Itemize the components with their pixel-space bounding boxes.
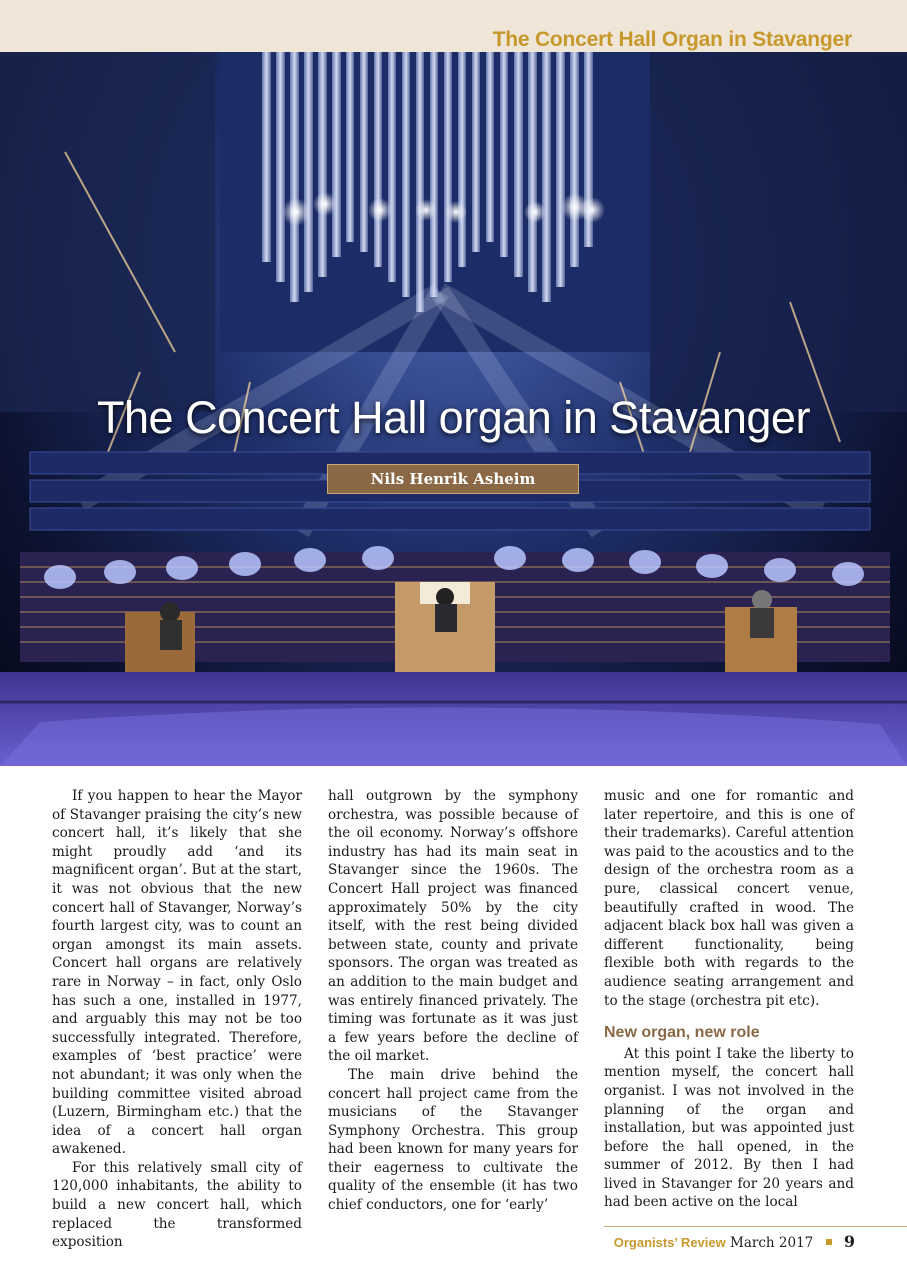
article-column-3 bbox=[604, 787, 854, 1212]
paragraph: At this point I take the liberty to mention myself, the concert hall organist. I was not involved in the planning of the organ and installation, but was appointed just before the hall opened, in the summer of 2012. By then I had lived in Stavanger for 20 years and had been active on the local bbox=[604, 1045, 854, 1211]
running-head: The Concert Hall Organ in Stavanger bbox=[492, 28, 852, 51]
author-byline: Nils Henrik Asheim bbox=[327, 464, 579, 494]
paragraph: The main drive behind the concert hall project came from the musicians of the Stavanger Symphony Orchestra. This group had been known for many years for their eagerness to cultivate the quality of the ensemble (it has two chief conductors, one for ‘early’ bbox=[328, 1066, 578, 1214]
page-footer bbox=[614, 1232, 855, 1251]
paragraph: For this relatively small city of 120,000 inhabitants, the ability to build a new concert hall, which replaced the transformed exposition bbox=[52, 1159, 302, 1251]
magazine-name: Organists’ Review bbox=[613, 1235, 726, 1250]
footer-rule bbox=[604, 1226, 907, 1227]
square-bullet-icon bbox=[826, 1239, 832, 1245]
article-title: The Concert Hall organ in Stavanger bbox=[97, 392, 810, 443]
article-column-2 bbox=[328, 787, 578, 1215]
paragraph: hall outgrown by the symphony orchestra, was possible because of the oil economy. Norway’s offshore industry has had its main seat in Stavanger since the 1960s. The Concert Hall project was financed approximately 50% by the city itself, with the rest being divided between state, county and private sponsors. The organ was treated as an addition to the main budget and was entirely financed privately. The timing was fortunate as it was just a few years before the decline of the oil market. bbox=[328, 788, 578, 1065]
section-heading: New organ, new role bbox=[604, 1024, 760, 1042]
article-column-1 bbox=[52, 787, 302, 1252]
paragraph: music and one for romantic and later repertoire, and this is one of their trademarks). Careful attention was paid to the acoustics and to the design of the orchestra room as a pure, classical concert venue, beautifully crafted in wood. The adjacent black box hall was given a different functionality, being flexible both with regards to the audience seating arrangement and to the stage (orchestra pit etc). bbox=[604, 788, 854, 1009]
issue-date: March 2017 bbox=[730, 1235, 814, 1251]
hero-photo bbox=[0, 52, 907, 766]
page-number: 9 bbox=[843, 1232, 855, 1251]
paragraph: If you happen to hear the Mayor of Stavanger praising the city’s new concert hall, it’s likely that she might proudly add ‘and its magnificent organ’. But at the start, it was not obvious that the new concert hall of Stavanger, Norway’s fourth largest city, was to count an organ amongst its main assets. Concert hall organs are relatively rare in Norway – in fact, only Oslo has such a one, installed in 1977, and arguably this may not be too successfully integrated. Therefore, examples of ‘best practice’ were not abundant; it was only when the building committee visited abroad (Luzern, Birmingham etc.) that the idea of a concert hall organ awakened. bbox=[52, 788, 302, 1158]
